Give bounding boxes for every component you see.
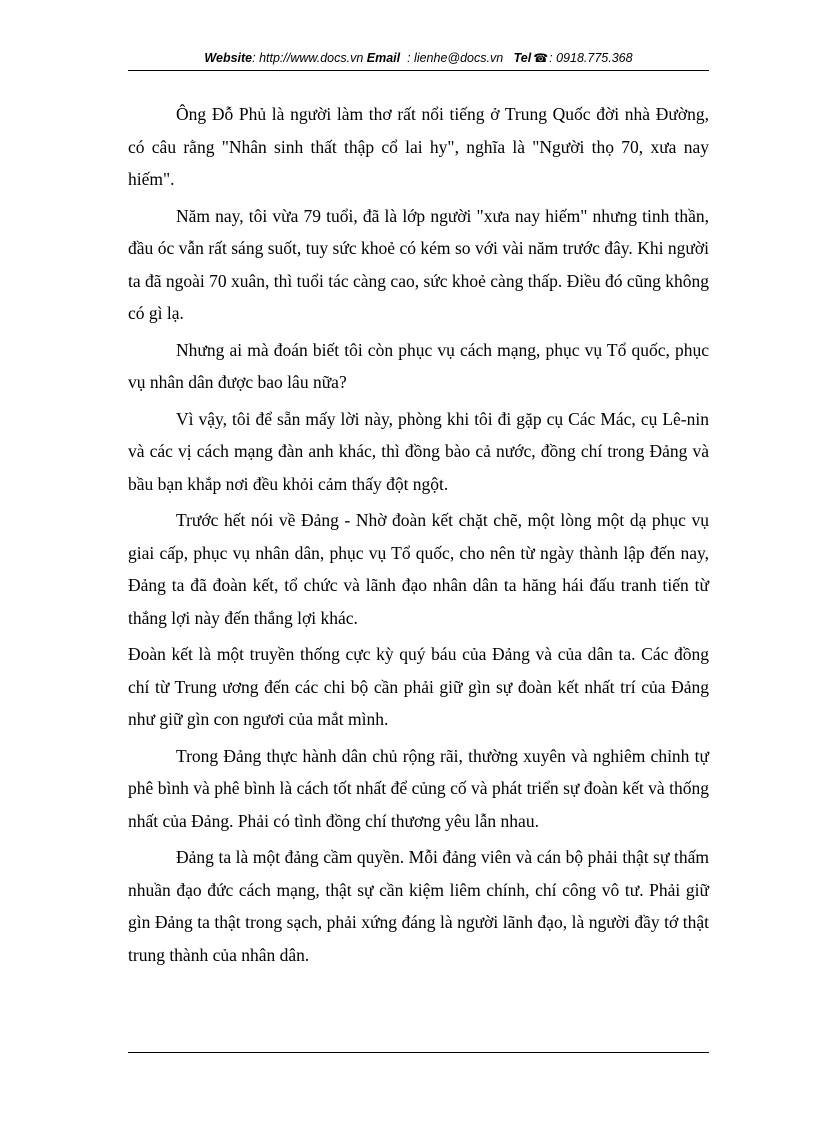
tel-label: Tel — [513, 51, 532, 65]
paragraph-6: Đoàn kết là một truyền thống cực kỳ quý báu của Đảng và của dân ta. Các đồng chí từ Trung ương đến các chi bộ cần phải giữ gìn sự đoàn kết nhất trí của Đảng như giữ gìn con ngươi của mắt mình. — [128, 644, 709, 729]
paragraph-4: Vì vậy, tôi để sẵn mấy lời này, phòng khi tôi đi gặp cụ Các Mác, cụ Lê-nin và các vị cách mạng đàn anh khác, thì đồng bào cả nước, đồng chí trong Đảng và bầu bạn khắp nơi đều khỏi cảm thấy đột ngột. — [128, 408, 709, 494]
paragraph-3: Nhưng ai mà đoán biết tôi còn phục vụ cách mạng, phục vụ Tổ quốc, phục vụ nhân dân được bao lâu nữa? — [128, 339, 709, 392]
header-divider — [128, 70, 709, 71]
tel-value: : 0918.775.368 — [549, 51, 633, 65]
phone-icon: ☎ — [533, 51, 549, 65]
website-value: : http://www.docs.vn — [252, 51, 364, 65]
page-header — [128, 50, 709, 66]
email-label: Email — [366, 51, 401, 65]
paragraph-1: Ông Đỗ Phủ là người làm thơ rất nổi tiếng ở Trung Quốc đời nhà Đường, có câu rằng "Nhân sinh thất thập cổ lai hy", nghĩa là "Người thọ 70, xưa nay hiếm". — [128, 104, 709, 189]
document-body — [128, 98, 709, 975]
paragraph-7: Trong Đảng thực hành dân chủ rộng rãi, thường xuyên và nghiêm chỉnh tự phê bình và phê bình là cách tốt nhất để củng cố và phát triển sự đoàn kết và thống nhất của Đảng. Phải có tình đồng chí thương yêu lẫn nhau. — [128, 745, 709, 831]
paragraph-5: Trước hết nói về Đảng - Nhờ đoàn kết chặt chẽ, một lòng một dạ phục vụ giai cấp, phục vụ nhân dân, phục vụ Tổ quốc, cho nên từ ngày thành lập đến nay, Đảng ta đã đoàn kết, tổ chức và lãnh đạo nhân dân ta hăng hái đấu tranh tiến từ thắng lợi này đến thắng lợi khác. — [128, 510, 709, 628]
paragraph-2: Năm nay, tôi vừa 79 tuổi, đã là lớp người "xưa nay hiếm" nhưng tinh thần, đầu óc vẫn rất sáng suốt, tuy sức khoẻ có kém so với vài năm trước đây. Khi người ta đã ngoài 70 xuân, thì tuổi tác càng cao, sức khoẻ càng thấp. Điều đó cũng không có gì lạ. — [128, 205, 709, 323]
website-label: Website — [204, 51, 253, 65]
footer-divider — [128, 1052, 709, 1053]
email-value: : lienhe@docs.vn — [407, 51, 504, 65]
paragraph-8: Đảng ta là một đảng cầm quyền. Mỗi đảng viên và cán bộ phải thật sự thấm nhuần đạo đức cách mạng, thật sự cần kiệm liêm chính, chí công vô tư. Phải giữ gìn Đảng ta thật trong sạch, phải xứng đáng là người lãnh đạo, là người đầy tớ thật trung thành của nhân dân. — [128, 847, 709, 965]
